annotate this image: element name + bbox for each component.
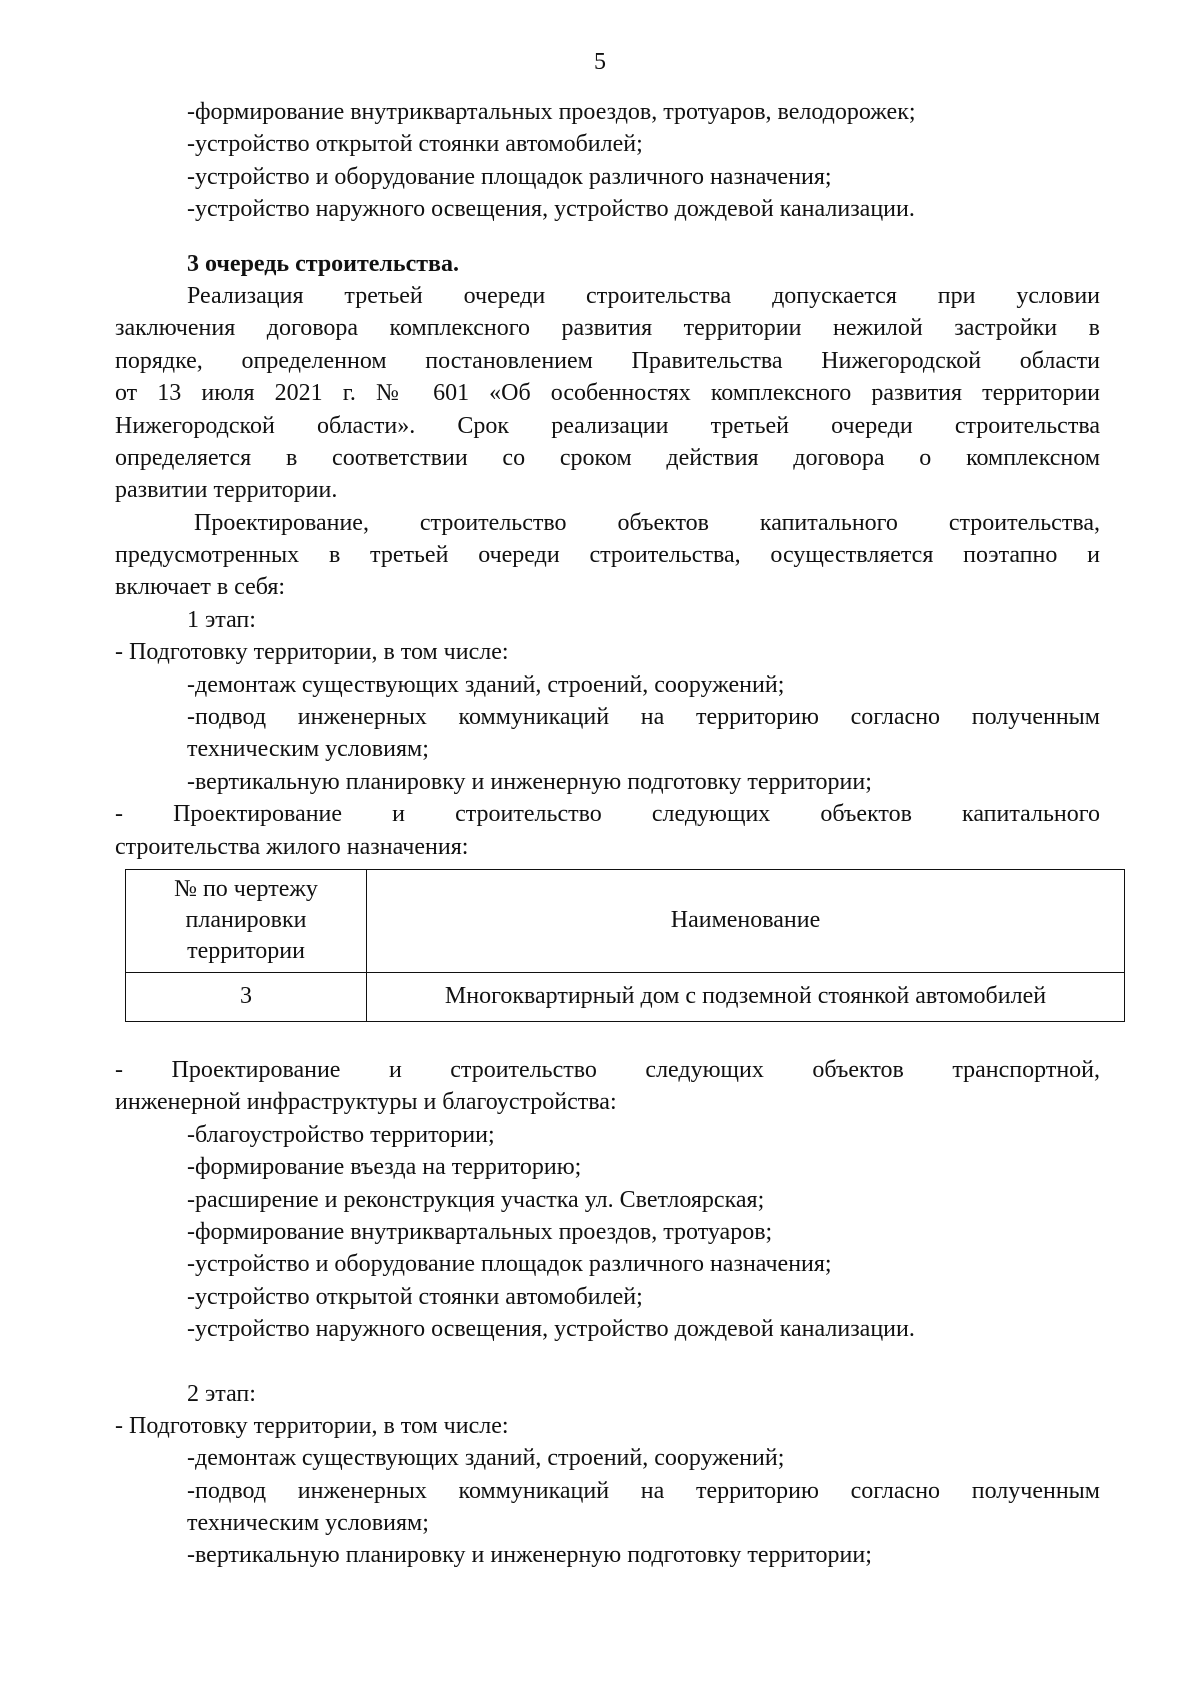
paragraph-line: включает в себя: xyxy=(115,574,286,601)
list-item: -демонтаж существующих зданий, строений, сооружений; xyxy=(187,671,785,698)
list-item: -устройство и оборудование площадок различного назначения; xyxy=(187,163,832,190)
objects-table xyxy=(125,869,1125,1022)
paragraph-line: заключения договора комплексного развития территории нежилой застройки в xyxy=(115,315,1100,342)
table-cell-name: Многоквартирный дом с подземной стоянкой автомобилей xyxy=(367,972,1125,1021)
list-item: -подвод инженерных коммуникаций на территорию согласно полученным xyxy=(187,1477,1100,1504)
paragraph-line: от 13 июля 2021 г. № 601 «Об особенностях комплексного развития территории xyxy=(115,380,1100,407)
stage-title: 1 этап: xyxy=(187,606,256,633)
paragraph-line: - Проектирование и строительство следующих объектов транспортной, xyxy=(115,1056,1100,1083)
spacer xyxy=(115,226,1100,248)
paragraph-line: Нижегородской области». Срок реализации третьей очереди строительства xyxy=(115,412,1100,439)
list-item: -устройство наружного освещения, устройство дождевой канализации. xyxy=(187,1316,915,1343)
paragraph-line: Проектирование, строительство объектов капитального строительства, xyxy=(194,509,1100,536)
table-header-name: Наименование xyxy=(367,869,1125,972)
list-item: -устройство наружного освещения, устройство дождевой канализации. xyxy=(187,196,915,223)
paragraph-line: определяется в соответствии со сроком действия договора о комплексном xyxy=(115,444,1100,471)
spacer xyxy=(115,1346,1100,1378)
list-item: -устройство открытой стоянки автомобилей; xyxy=(187,1283,643,1310)
list-item: -формирование въезда на территорию; xyxy=(187,1154,582,1181)
page-number: 5 xyxy=(594,49,606,75)
paragraph-line: Реализация третьей очереди строительства допускается при условии xyxy=(187,282,1100,309)
spacer xyxy=(115,1022,1100,1054)
list-item: -формирование внутриквартальных проездов, тротуаров, велодорожек; xyxy=(187,99,916,125)
page-content xyxy=(115,96,1100,1572)
preparation-title: - Подготовку территории, в том числе: xyxy=(115,639,509,666)
table-header-row xyxy=(126,869,1125,972)
list-item: -формирование внутриквартальных проездов, тротуаров; xyxy=(187,1218,773,1245)
list-item: техническим условиям; xyxy=(187,1510,429,1537)
list-item: -вертикальную планировку и инженерную подготовку территории; xyxy=(187,768,872,795)
list-item: -подвод инженерных коммуникаций на территорию согласно полученным xyxy=(187,704,1100,731)
list-item: -устройство и оборудование площадок различного назначения; xyxy=(187,1251,832,1278)
paragraph-line: - Проектирование и строительство следующих объектов капитального xyxy=(115,801,1100,828)
preparation-title: - Подготовку территории, в том числе: xyxy=(115,1412,509,1439)
paragraph-line: инженерной инфраструктуры и благоустройства: xyxy=(115,1089,617,1116)
list-item: -благоустройство территории; xyxy=(187,1121,495,1148)
table-header-number: № по чертежу планировки территории xyxy=(126,869,367,972)
list-item: техническим условиям; xyxy=(187,736,429,763)
paragraph-line: строительства жилого назначения: xyxy=(115,833,469,860)
paragraph-line: порядке, определенном постановлением Правительства Нижегородской области xyxy=(115,347,1100,374)
list-item: -устройство открытой стоянки автомобилей; xyxy=(187,131,643,158)
section-heading: 3 очередь строительства. xyxy=(187,250,459,277)
list-item: -вертикальную планировку и инженерную подготовку территории; xyxy=(187,1542,872,1569)
stage-title: 2 этап: xyxy=(187,1380,256,1407)
table-cell-number: 3 xyxy=(126,972,367,1021)
table-row xyxy=(126,972,1125,1021)
paragraph-line: предусмотренных в третьей очереди строительства, осуществляется поэтапно и xyxy=(115,542,1100,569)
list-item: -демонтаж существующих зданий, строений, сооружений; xyxy=(187,1445,785,1472)
paragraph-line: развитии территории. xyxy=(115,477,338,504)
list-item: -расширение и реконструкция участка ул. Светлоярская; xyxy=(187,1186,765,1213)
